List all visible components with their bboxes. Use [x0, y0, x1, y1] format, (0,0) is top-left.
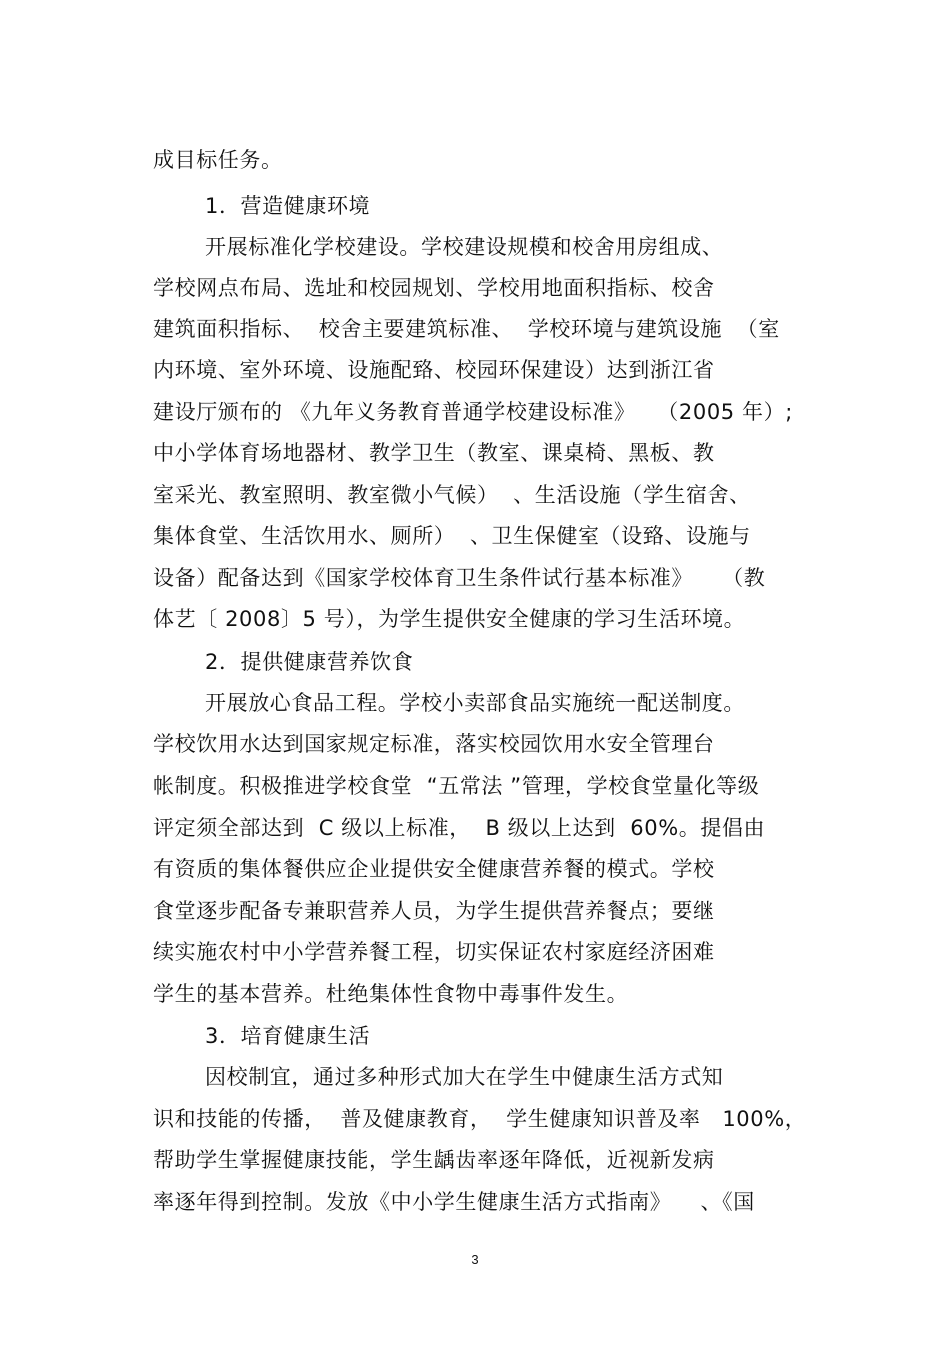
text-line: 成目标任务。: [153, 148, 283, 172]
text-line: 建设厅颁布的 《九年义务教育普通学校建设标准》 （2005 年）;: [153, 400, 793, 424]
text-line: 帐制度。积极推进学校食堂 “五常法 ”管理，学校食堂量化等级: [153, 774, 760, 798]
text-line: 建筑面积指标、 校舍主要建筑标准、 学校环境与建筑设施 （室: [153, 317, 780, 341]
page-number: 3: [471, 1252, 479, 1267]
text-line: 内环境、室外环境、设施配臵、校园环保建设）达到浙江省: [153, 358, 715, 382]
text-line: 学校饮用水达到国家规定标准，落实校园饮用水安全管理台: [153, 732, 715, 756]
text-line: 续实施农村中小学营养餐工程，切实保证农村家庭经济困难: [153, 940, 715, 964]
text-line: 有资质的集体餐供应企业提供安全健康营养餐的模式。学校: [153, 857, 715, 881]
section-heading: 3．培育健康生活: [205, 1024, 371, 1048]
text-line: 评定须全部达到 C 级以上标准， B 级以上达到 60%。提倡由: [153, 816, 766, 840]
section-heading: 2．提供健康营养饮食: [205, 650, 414, 674]
text-line: 开展放心食品工程。学校小卖部食品实施统一配送制度。: [205, 691, 745, 715]
text-line: 学校网点布局、选址和校园规划、学校用地面积指标、校舍: [153, 276, 715, 300]
text-line: 中小学体育场地器材、教学卫生（教室、课桌椅、黑板、教: [153, 441, 715, 465]
text-line: 设备）配备达到《国家学校体育卫生条件试行基本标准》 （教: [153, 566, 766, 590]
text-line: 开展标准化学校建设。学校建设规模和校舍用房组成、: [205, 235, 724, 259]
text-line: 学生的基本营养。杜绝集体性食物中毒事件发生。: [153, 982, 629, 1006]
text-line: 识和技能的传播， 普及健康教育， 学生健康知识普及率 100%，: [153, 1107, 807, 1131]
text-line: 集体食堂、生活饮用水、厕所） 、卫生保健室（设臵、设施与: [153, 524, 751, 548]
text-line: 帮助学生掌握健康技能，学生龋齿率逐年降低，近视新发病: [153, 1148, 715, 1172]
text-line: 体艺〔 2008〕5 号），为学生提供安全健康的学习生活环境。: [153, 607, 746, 631]
text-line: 食堂逐步配备专兼职营养人员，为学生提供营养餐点；要继: [153, 899, 715, 923]
section-heading: 1．营造健康环境: [205, 194, 371, 218]
text-line: 因校制宜，通过多种形式加大在学生中健康生活方式知: [205, 1065, 724, 1089]
text-line: 率逐年得到控制。发放《中小学生健康生活方式指南》 、《国: [153, 1190, 755, 1214]
text-line: 室采光、教室照明、教室微小气候） 、生活设施（学生宿舍、: [153, 483, 751, 507]
